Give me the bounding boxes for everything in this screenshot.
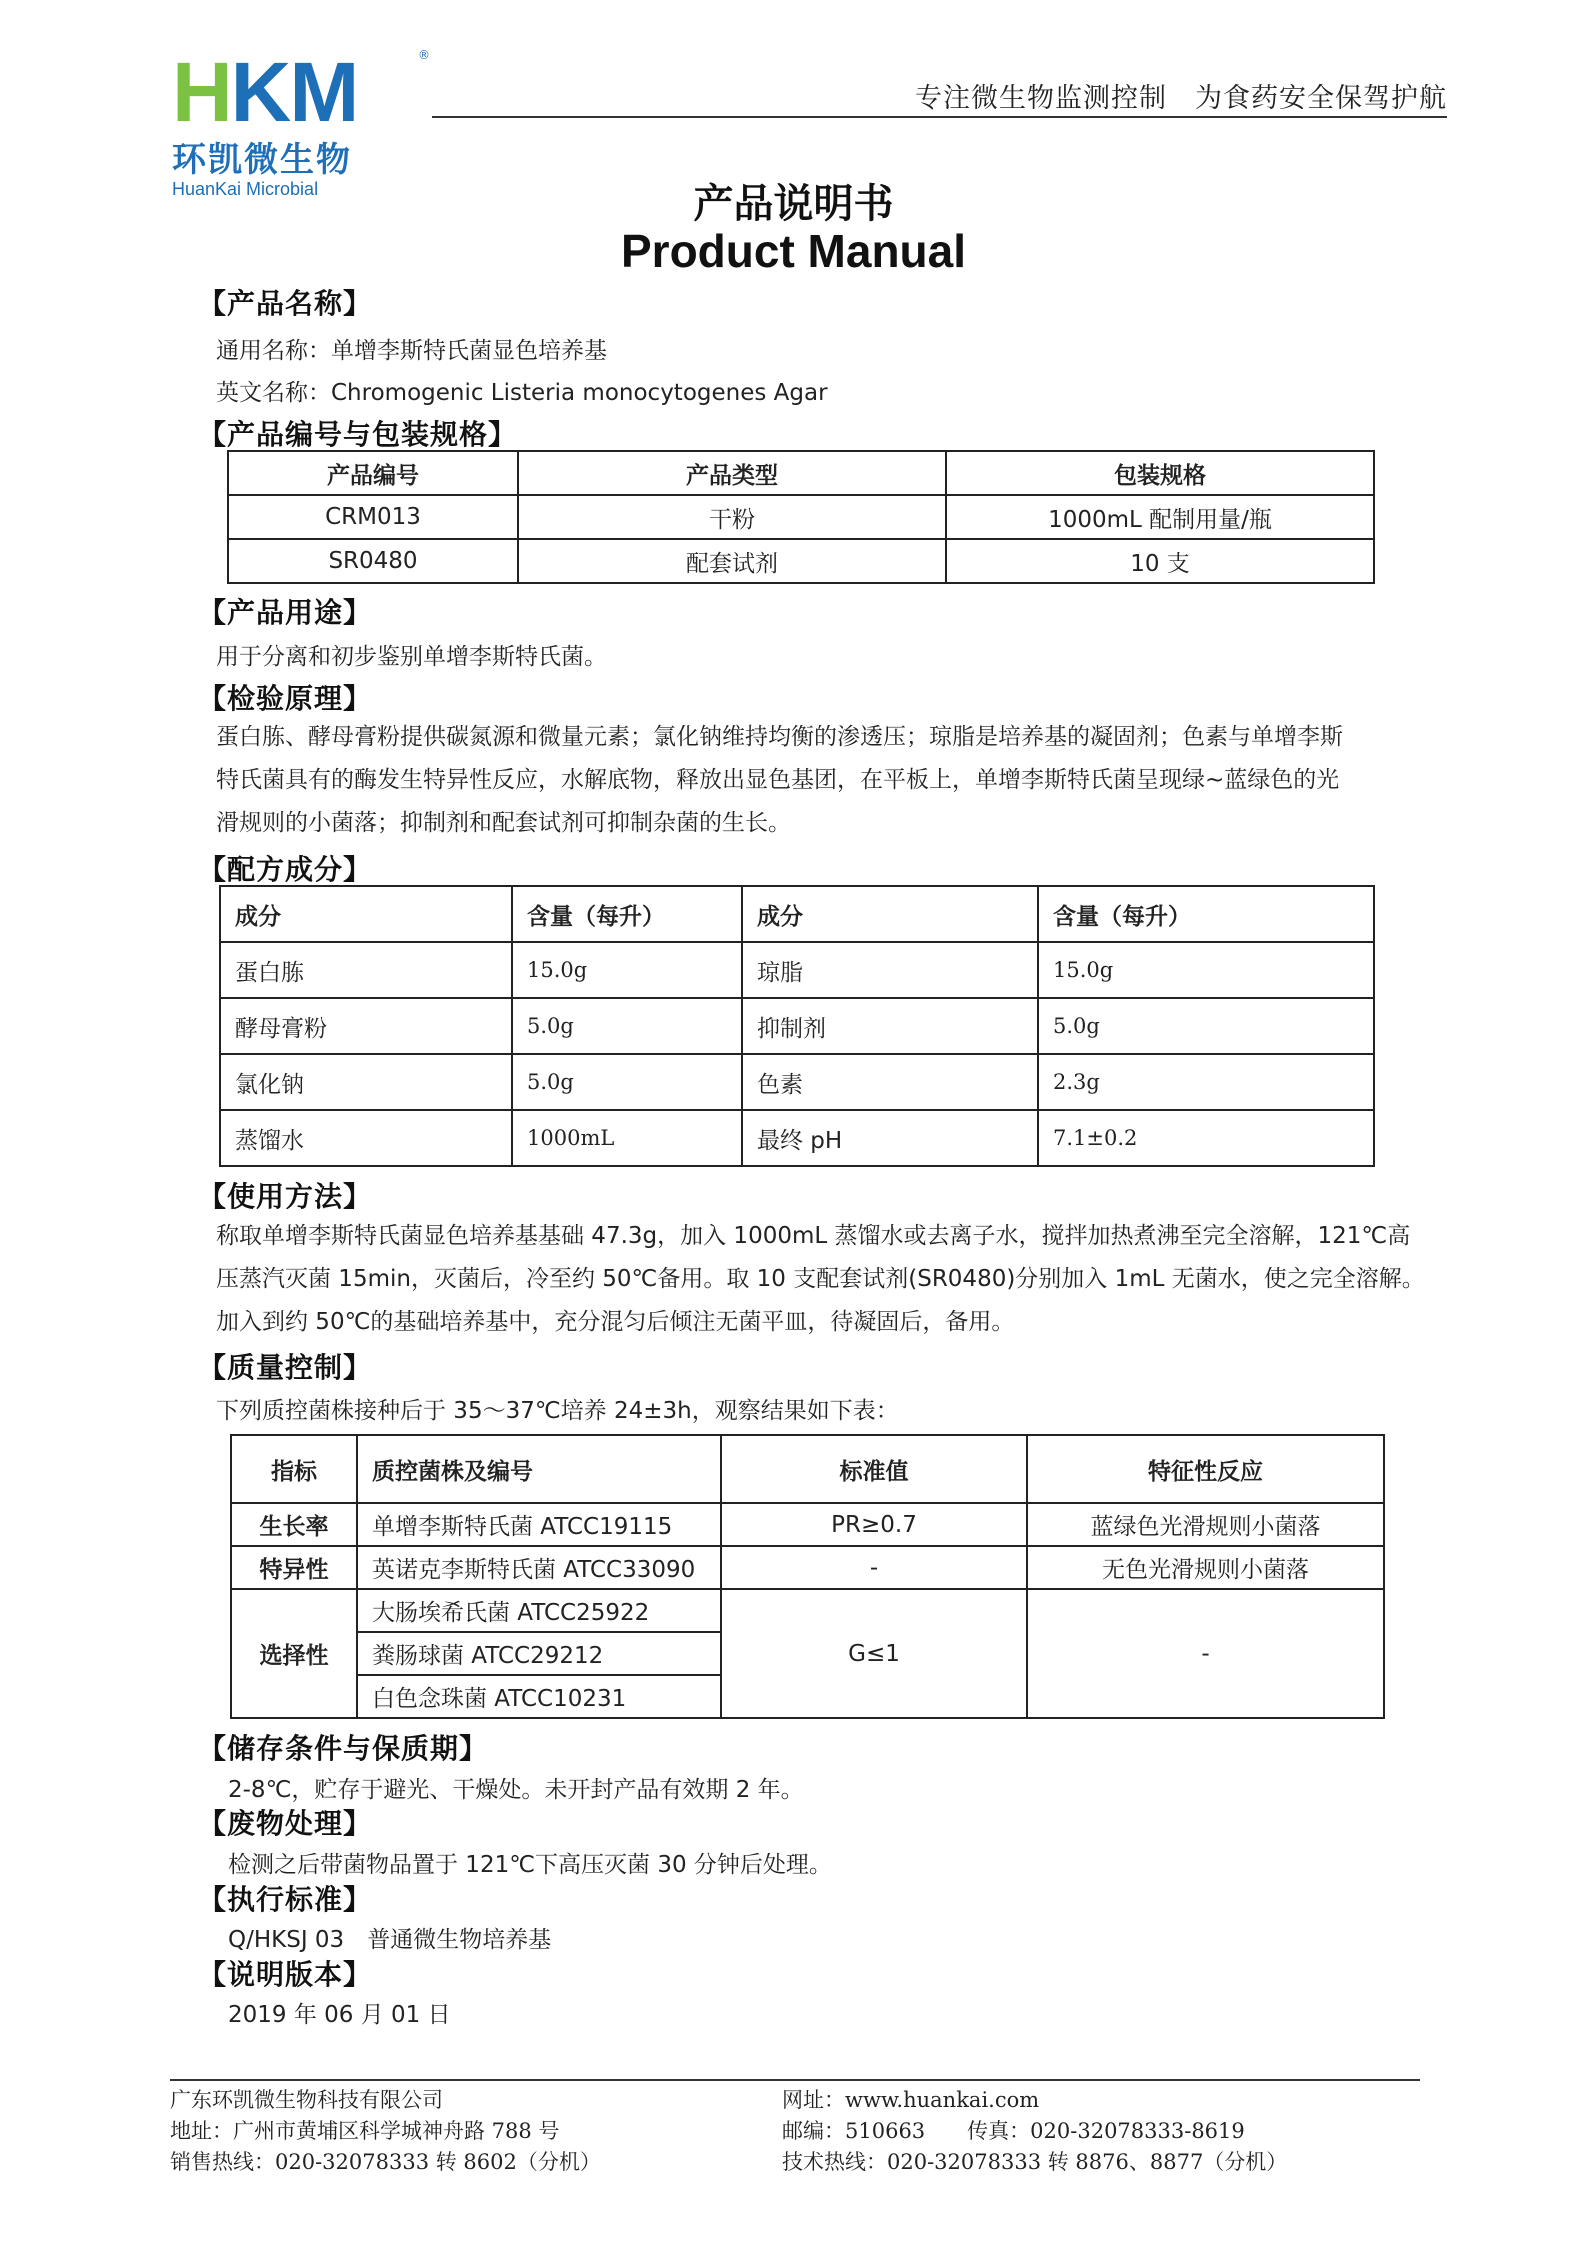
company-logo [172,45,432,199]
table-cell: 1000mL [512,1110,742,1166]
table-row [228,539,1374,583]
table-cell: CRM013 [228,495,518,539]
section-heading-version: 【说明版本】 [198,1958,373,1991]
table-header-row [220,886,1374,942]
table-cell: 最终 pH [742,1110,1038,1166]
section-heading-principle: 【检验原理】 [198,682,373,715]
principle-line: 蛋白胨、酵母膏粉提供碳氮源和微量元素；氯化钠维持均衡的渗透压；琼脂是培养基的凝固剂；色素与单增李斯 [216,724,1343,750]
table-cell: 干粉 [518,495,946,539]
registered-mark: ® [418,48,430,62]
table-cell: 色素 [742,1054,1038,1110]
strain-cell: 大肠埃希氏菌 ATCC25922 [357,1589,721,1632]
table-cell: 蒸馏水 [220,1110,512,1166]
footer-website: 网址：www.huankai.com [782,2088,1040,2112]
table-row [220,1110,1374,1166]
standard-cell: G≤1 [721,1589,1027,1718]
standard-cell: PR≥0.7 [721,1503,1027,1546]
table-cell: 15.0g [1038,942,1374,998]
waste-text: 检测之后带菌物品置于 121℃下高压灭菌 30 分钟后处理。 [228,1852,832,1878]
formula-table [219,885,1375,1167]
reaction-cell: 蓝绿色光滑规则小菌落 [1027,1503,1384,1546]
table-cell: 7.1±0.2 [1038,1110,1374,1166]
header-cell: 包装规格 [946,451,1374,495]
table-cell: 15.0g [512,942,742,998]
standard-cell: - [721,1546,1027,1589]
section-heading-use: 【产品用途】 [198,596,373,629]
strain-cell: 英诺克李斯特氏菌 ATCC33090 [357,1546,721,1589]
table-row [231,1589,1384,1632]
section-heading-formula: 【配方成分】 [198,853,373,886]
use-text: 用于分离和初步鉴别单增李斯特氏菌。 [216,644,607,670]
footer-sales-hotline: 销售热线：020-32078333 转 8602（分机） [170,2150,601,2174]
header-cell: 质控菌株及编号 [357,1435,721,1503]
footer-right [782,2085,1287,2178]
table-cell: 抑制剂 [742,998,1038,1054]
principle-line: 特氏菌具有的酶发生特异性反应，水解底物，释放出显色基团，在平板上，单增李斯特氏菌呈现绿~蓝绿色的光 [216,767,1340,793]
header-cell: 含量（每升） [512,886,742,942]
section-heading-storage: 【储存条件与保质期】 [198,1732,489,1765]
qc-table [230,1434,1385,1719]
strain-cell: 粪肠球菌 ATCC29212 [357,1632,721,1675]
header-divider [432,116,1447,118]
footer-postcode-fax: 邮编：510663 传真：020-32078333-8619 [782,2119,1245,2143]
reaction-cell: - [1027,1589,1384,1718]
standard-text: Q/HKSJ 03 普通微生物培养基 [228,1927,552,1953]
table-row [220,1054,1374,1110]
header-cell: 含量（每升） [1038,886,1374,942]
footer-left [170,2085,601,2178]
table-cell: 2.3g [1038,1054,1374,1110]
table-cell: 10 支 [946,539,1374,583]
header-cell: 特征性反应 [1027,1435,1384,1503]
table-cell: SR0480 [228,539,518,583]
section-heading-method: 【使用方法】 [198,1180,373,1213]
table-cell: 配套试剂 [518,539,946,583]
strain-cell: 白色念珠菌 ATCC10231 [357,1675,721,1718]
principle-line: 滑规则的小菌落；抑制剂和配套试剂可抑制杂菌的生长。 [216,810,791,836]
header-cell: 指标 [231,1435,357,1503]
logo-mark: HKM [172,45,358,139]
table-row [228,495,1374,539]
table-cell: 蛋白胨 [220,942,512,998]
table-row [231,1546,1384,1589]
footer-company: 广东环凯微生物科技有限公司 [170,2088,443,2112]
method-text [216,1215,1466,1344]
principle-text [216,716,1456,845]
section-heading-standard: 【执行标准】 [198,1883,373,1916]
company-slogan: 专注微生物监测控制 为食药安全保驾护航 [915,83,1447,114]
footer-address: 地址：广州市黄埔区科学城神舟路 788 号 [170,2119,560,2143]
logo-english-name: HuanKai Microbial [172,179,319,199]
table-cell: 琼脂 [742,942,1038,998]
section-heading-waste: 【废物处理】 [198,1807,373,1840]
table-row [220,942,1374,998]
footer-divider [170,2079,1420,2081]
table-header-row [231,1435,1384,1503]
table-cell: 5.0g [512,1054,742,1110]
version-text: 2019 年 06 月 01 日 [228,2002,451,2028]
indicator-cell: 生长率 [231,1503,357,1546]
section-heading-code-pack: 【产品编号与包装规格】 [198,418,518,451]
table-cell: 氯化钠 [220,1054,512,1110]
section-heading-qc: 【质量控制】 [198,1351,373,1384]
section-heading-name: 【产品名称】 [198,287,373,320]
reaction-cell: 无色光滑规则小菌落 [1027,1546,1384,1589]
header-cell: 成分 [742,886,1038,942]
indicator-cell: 特异性 [231,1546,357,1589]
logo-chinese-name: 环凯微生物 [172,140,352,180]
header-cell: 产品类型 [518,451,946,495]
footer-tech-hotline: 技术热线：020-32078333 转 8876、8877（分机） [782,2150,1288,2174]
header-cell: 标准值 [721,1435,1027,1503]
indicator-cell: 选择性 [231,1589,357,1718]
table-header-row [228,451,1374,495]
storage-text: 2-8℃，贮存于避光、干燥处。未开封产品有效期 2 年。 [228,1777,804,1803]
qc-intro: 下列质控菌株接种后于 35～37℃培养 24±3h，观察结果如下表： [216,1398,899,1424]
table-row [220,998,1374,1054]
table-cell: 酵母膏粉 [220,998,512,1054]
table-cell: 5.0g [1038,998,1374,1054]
common-name: 通用名称：单增李斯特氏菌显色培养基 [216,338,607,364]
method-line: 称取单增李斯特氏菌显色培养基基础 47.3g，加入 1000mL 蒸馏水或去离子水，搅拌加热煮沸至完全溶解，121℃高 [216,1223,1411,1249]
table-cell: 5.0g [512,998,742,1054]
method-line: 压蒸汽灭菌 15min，灭菌后，冷至约 50℃备用。取 10 支配套试剂(SR0480)分别加入 1mL 无菌水，使之完全溶解。 [216,1266,1425,1292]
page-title-en: Product Manual [620,225,967,277]
header-cell: 产品编号 [228,451,518,495]
strain-cell: 单增李斯特氏菌 ATCC19115 [357,1503,721,1546]
method-line: 加入到约 50℃的基础培养基中，充分混匀后倾注无菌平皿，待凝固后，备用。 [216,1309,1015,1335]
english-name: 英文名称：Chromogenic Listeria monocytogenes Agar [216,380,828,406]
code-pack-table [227,450,1375,584]
page-title-cn: 产品说明书 [693,181,894,227]
header-cell: 成分 [220,886,512,942]
table-row [231,1503,1384,1546]
table-cell: 1000mL 配制用量/瓶 [946,495,1374,539]
